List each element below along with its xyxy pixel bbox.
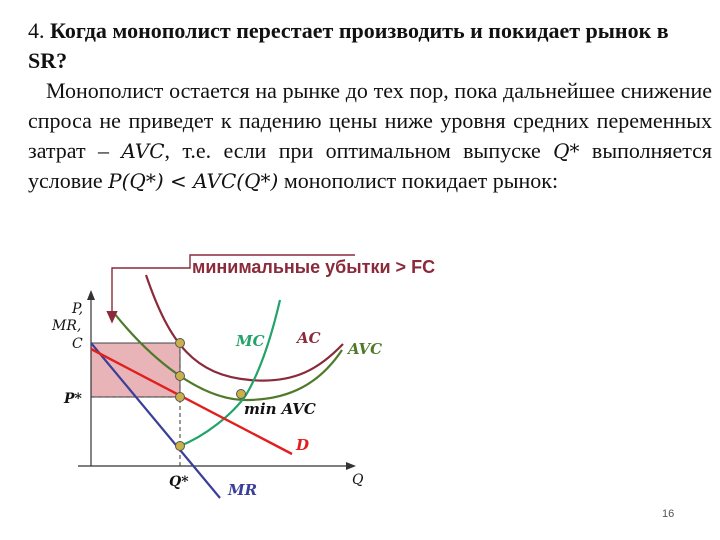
paragraph-condition: P(Q*) < AVC(Q*) bbox=[108, 169, 279, 193]
callout-text: минимальные убытки > FC bbox=[192, 257, 436, 277]
slide-number: 16 bbox=[662, 508, 675, 520]
q-star-label: Q* bbox=[169, 474, 189, 490]
point-min-avc bbox=[237, 390, 246, 399]
heading-number: 4. bbox=[28, 18, 45, 43]
paragraph-part-3: выполняется условие bbox=[28, 138, 712, 193]
p-star-label: P* bbox=[64, 391, 82, 407]
mc-curve bbox=[180, 300, 280, 446]
y-axis-arrow bbox=[87, 290, 95, 300]
ac-label: AC bbox=[297, 329, 321, 347]
point-ac bbox=[176, 339, 185, 348]
point-demand bbox=[176, 393, 185, 402]
y-axis-label-c: C bbox=[72, 336, 83, 352]
mr-label: MR bbox=[228, 481, 258, 499]
paragraph-q-star: Q* bbox=[553, 139, 580, 163]
point-mc-mr bbox=[176, 442, 185, 451]
paragraph-part-1: Монополист остается на рынке до тех пор, пока дальнейшее снижение спроса не приведет к падению цены ниже уровня средних переменных затрат – bbox=[28, 78, 712, 163]
paragraph-part-2: , т.е. если при оптимальном выпуске bbox=[164, 138, 554, 163]
heading-title: Когда монополист перестает производить и покидает рынок в SR? bbox=[28, 18, 669, 73]
mc-label: MC bbox=[236, 332, 265, 350]
d-label: D bbox=[296, 436, 310, 454]
avc-label: AVC bbox=[348, 340, 383, 358]
y-axis-label-mr: MR, bbox=[52, 318, 82, 334]
y-axis-label-p: P, bbox=[72, 301, 84, 317]
point-avc bbox=[176, 372, 185, 381]
min-avc-label: min AVC bbox=[244, 400, 316, 418]
paragraph-part-4: монополист покидает рынок: bbox=[278, 168, 559, 193]
x-axis-label: Q bbox=[352, 472, 364, 488]
paragraph-avc: AVC bbox=[121, 139, 165, 163]
x-axis-arrow bbox=[346, 462, 356, 470]
